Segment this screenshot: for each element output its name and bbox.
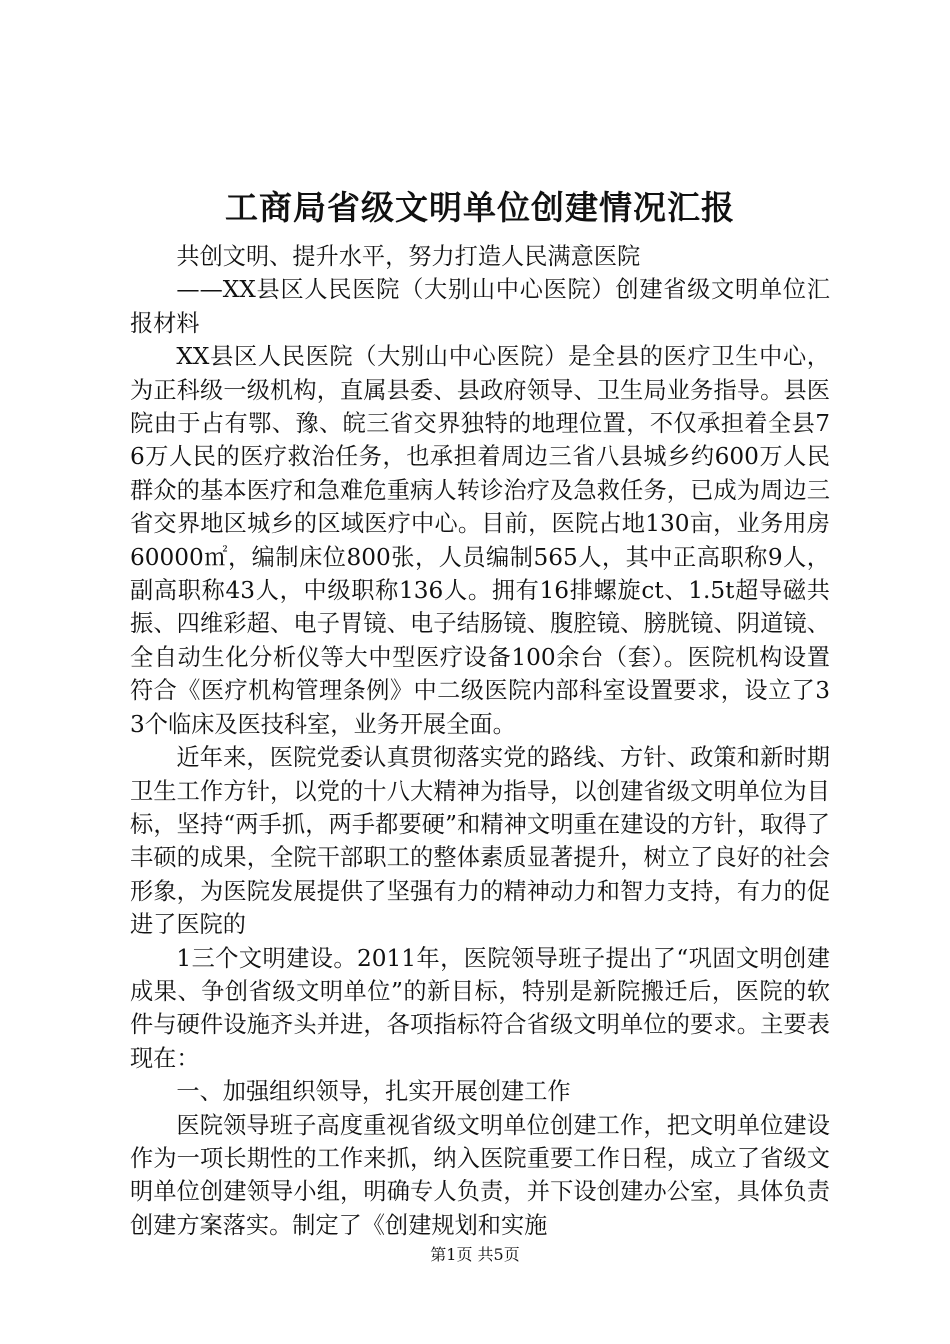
section-heading-organization: 一、加强组织领导，扎实开展创建工作 [176,1078,571,1106]
paragraph-subtitle: 共创文明、提升水平，努力打造人民满意医院 [176,243,641,270]
document-page [130,180,830,1242]
page-indicator: 第1页 共5页 [430,1245,520,1264]
paragraph-three-civilization: 1三个文明建设。2011年，医院领导班子提出了“巩固文明创建成果、争创省级文明单位”的新目标，特别是新院搬迁后，医院的软件与硬件设施齐头并进，各项指标符合省级文明单位的要求。主要表现在： [130,944,830,1072]
paragraph-recent-years: 近年来，医院党委认真贯彻落实党的路线、方针、政策和新时期卫生工作方针，以党的十八大精神为指导，以创建省级文明单位为目标，坚持“两手抓，两手都要硬”和精神文明重在建设的方针，取得了丰硕的成果，全院干部职工的整体素质显著提升，树立了良好的社会形象，为医院发展提供了坚强有力的精神动力和智力支持，有力的促进了医院的 [130,744,830,939]
paragraph-report-source: ——XX县区人民医院（大别山中心医院）创建省级文明单位汇报材料 [130,276,830,337]
paragraph-hospital-overview: XX县区人民医院（大别山中心医院）是全县的医疗卫生中心，为正科级一级机构，直属县委、县政府领导、卫生局业务指导。县医院由于占有鄂、豫、皖三省交界独特的地理位置，不仅承担着全县76万人民的医疗救治任务，也承担着周边三省八县城乡约600万人民群众的基本医疗和急难危重病人转诊治疗及急救任务，已成为周边三省交界地区城乡的区域医疗中心。目前，医院占地130亩，业务用房60000㎡，编制床位800张，人员编制565人，其中正高职称9人，副高职称43人，中级职称136人。拥有16排螺旋ct、1.5t超导磁共振、四维彩超、电子胃镜、电子结肠镜、腹腔镜、膀胱镜、阴道镜、全自动生化分析仪等大中型医疗设备100余台（套）。医院机构设置符合《医疗机构管理条例》中二级医院内部科室设置要求，设立了33个临床及医技科室，业务开展全面。 [130,343,830,738]
paragraph-leadership: 医院领导班子高度重视省级文明单位创建工作，把文明单位建设作为一项长期性的工作来抓，纳入医院重要工作日程，成立了省级文明单位创建领导小组，明确专人负责，并下设创建办公室，具体负责创建方案落实。制定了《创建规划和实施 [130,1111,830,1239]
page-footer [0,1245,950,1265]
document-title: 工商局省级文明单位创建情况汇报 [225,188,735,227]
